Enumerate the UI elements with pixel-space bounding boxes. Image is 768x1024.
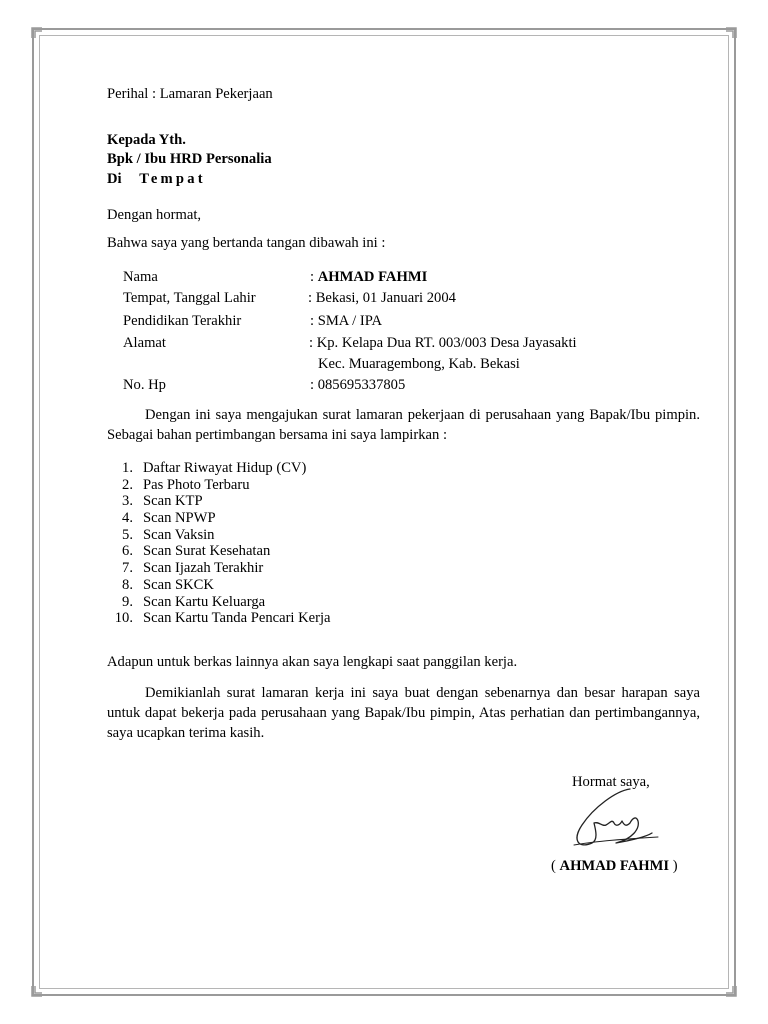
subject-line: Perihal : Lamaran Pekerjaan bbox=[107, 86, 273, 102]
signature-name-line bbox=[551, 859, 678, 874]
signature-name: AHMAD FAHMI bbox=[559, 858, 670, 874]
value-birth: : Bekasi, 01 Januari 2004 bbox=[308, 290, 456, 306]
additional-note: Adapun untuk berkas lainnya akan saya lengkapi saat panggilan kerja. bbox=[107, 654, 518, 670]
signoff: Hormat saya, bbox=[572, 774, 650, 790]
body-paragraph: Dengan ini saya mengajukan surat lamaran pekerjaan di perusahaan yang Bapak/Ibu pimpin. Sebagai bahan pertimbangan bersama ini saya lampirkan : bbox=[107, 407, 700, 443]
recipient-place: Tempat bbox=[139, 171, 206, 187]
recipient-prefix: Di bbox=[107, 171, 122, 187]
paren-close: ) bbox=[672, 858, 678, 874]
label-education: Pendidikan Terakhir bbox=[123, 313, 242, 329]
applicant-name: AHMAD FAHMI bbox=[317, 269, 428, 285]
recipient-line-3 bbox=[107, 172, 206, 187]
closing-paragraph: Demikianlah surat lamaran kerja ini saya buat dengan sebenarnya dan besar harapan saya untuk dapat bekerja pada perusahaan yang Bapak/Ibu pimpin, Atas perhatian dan pertimbangannya, saya ucapkan terima kasih. bbox=[107, 685, 700, 741]
label-address: Alamat bbox=[123, 335, 166, 351]
value-address-2: Kec. Muaragembong, Kab. Bekasi bbox=[318, 356, 520, 372]
recipient-line-2: Bpk / Ibu HRD Personalia bbox=[107, 151, 272, 167]
greeting: Dengan hormat, bbox=[107, 207, 202, 223]
paren-open: ( bbox=[551, 858, 556, 874]
recipient-line-1: Kepada Yth. bbox=[107, 132, 186, 148]
value-phone: : 085695337805 bbox=[310, 377, 406, 393]
corner-ornament-icon bbox=[724, 26, 738, 40]
value-education: : SMA / IPA bbox=[310, 313, 383, 329]
corner-ornament-icon bbox=[30, 984, 44, 998]
handwritten-signature-icon bbox=[566, 785, 666, 855]
corner-ornament-icon bbox=[30, 26, 44, 40]
label-name: Nama bbox=[123, 269, 158, 285]
intro-line: Bahwa saya yang bertanda tangan dibawah ini : bbox=[107, 235, 386, 251]
label-birth: Tempat, Tanggal Lahir bbox=[123, 290, 256, 306]
corner-ornament-icon bbox=[724, 984, 738, 998]
value-address-1: : Kp. Kelapa Dua RT. 003/003 Desa Jayasakti bbox=[309, 335, 577, 351]
value-name: : AHMAD FAHMI bbox=[310, 269, 428, 285]
label-phone: No. Hp bbox=[123, 377, 166, 393]
